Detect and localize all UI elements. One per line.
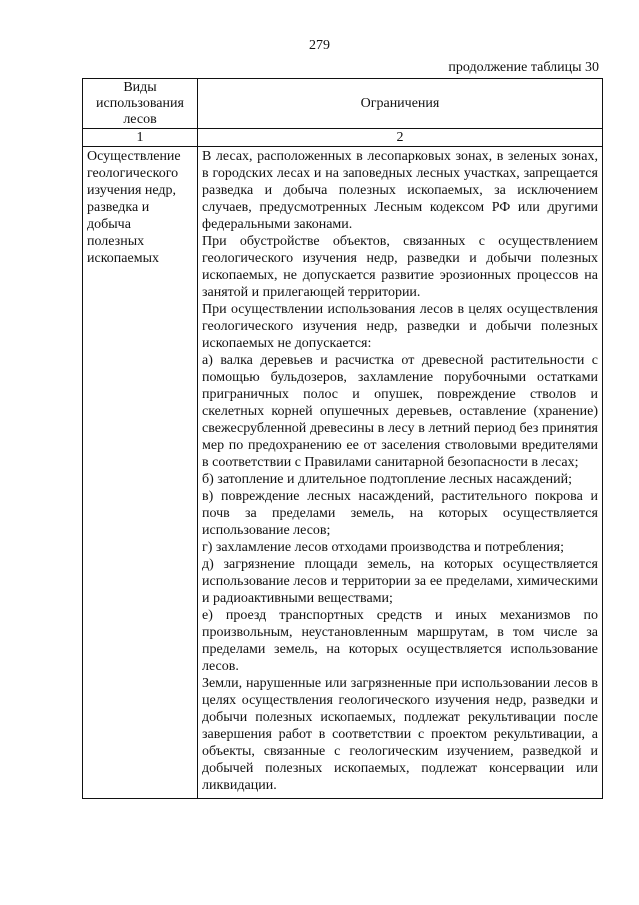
restrictions-table (82, 78, 603, 799)
restriction-item-b: б) затопление и длительное подтопление лесных насаждений; (202, 472, 573, 487)
table-header-row (83, 79, 603, 129)
header-activity-type-label: Виды использования лесов (96, 79, 184, 127)
restrictions-cell (198, 147, 603, 799)
activity-type-cell: Осуществление геологического изучения недр, разведка и добыча полезных ископаемых (83, 147, 198, 799)
table-row (83, 147, 603, 799)
restriction-paragraph: При осуществлении использования лесов в целях осуществления геологического изучения недр, разведки и добычи полезных ископаемых не допускается: (202, 302, 598, 351)
header-restrictions-label: Ограничения (360, 95, 440, 111)
header-restrictions (198, 79, 603, 129)
restriction-paragraph: Земли, нарушенные или загрязненные при использовании лесов в целях осуществления геологического изучения недр, разведки и добычи полезных ископаемых, подлежат рекультивации после завершения работ в соответствии с проектом рекультивации, а объекты, связанные с геологическим изучением, разведкой и добычей полезных ископаемых, подлежат консервации или ликвидации. (202, 676, 598, 793)
page-number: 279 (309, 38, 330, 53)
restriction-item-d: д) загрязнение площади земель, на которых осуществляется использование лесов и территории за ее пределами, химическими и радиоактивными веществами; (202, 557, 598, 606)
restriction-item-v: в) повреждение лесных насаждений, растительного покрова и почв за пределами земель, на которых осуществляется использование лесов; (202, 489, 598, 538)
restriction-paragraph: При обустройстве объектов, связанных с осуществлением геологического изучения недр, разведки и добычи полезных ископаемых, не допускается развитие эрозионных процессов на занятой и прилегающей территории. (202, 234, 598, 300)
header-activity-type (83, 79, 198, 129)
restriction-item-g: г) захламление лесов отходами производства и потребления; (202, 540, 564, 555)
column-number-2: 2 (198, 129, 603, 147)
restriction-item-a: а) валка деревьев и расчистка от древесной растительности с помощью бульдозеров, захламление порубочными остатками приграничных полос и опушек, повреждение стволов и скелетных корней опушечных деревьев, оставление (хранение) свежесрубленной древесины в лесу в летний период без принятия мер по предохранению ее от заселения стволовыми вредителями в соответствии с Правилами санитарной безопасности в лесах; (202, 353, 598, 470)
restriction-item-e: е) проезд транспортных средств и иных механизмов по произвольным, неустановленным маршрутам, в том числе за пределами земель, на которых осуществляется использование лесов. (202, 608, 598, 674)
restriction-paragraph: В лесах, расположенных в лесопарковых зонах, в зеленых зонах, в городских лесах и на заповедных лесных участках, запрещается разведка и добыча полезных ископаемых, за исключением случаев, предусмотренных Лесным кодексом РФ или другими федеральными законами. (202, 149, 598, 232)
column-number-row (83, 129, 603, 147)
table-caption: продолжение таблицы 30 (448, 60, 599, 75)
column-number-1: 1 (83, 129, 198, 147)
